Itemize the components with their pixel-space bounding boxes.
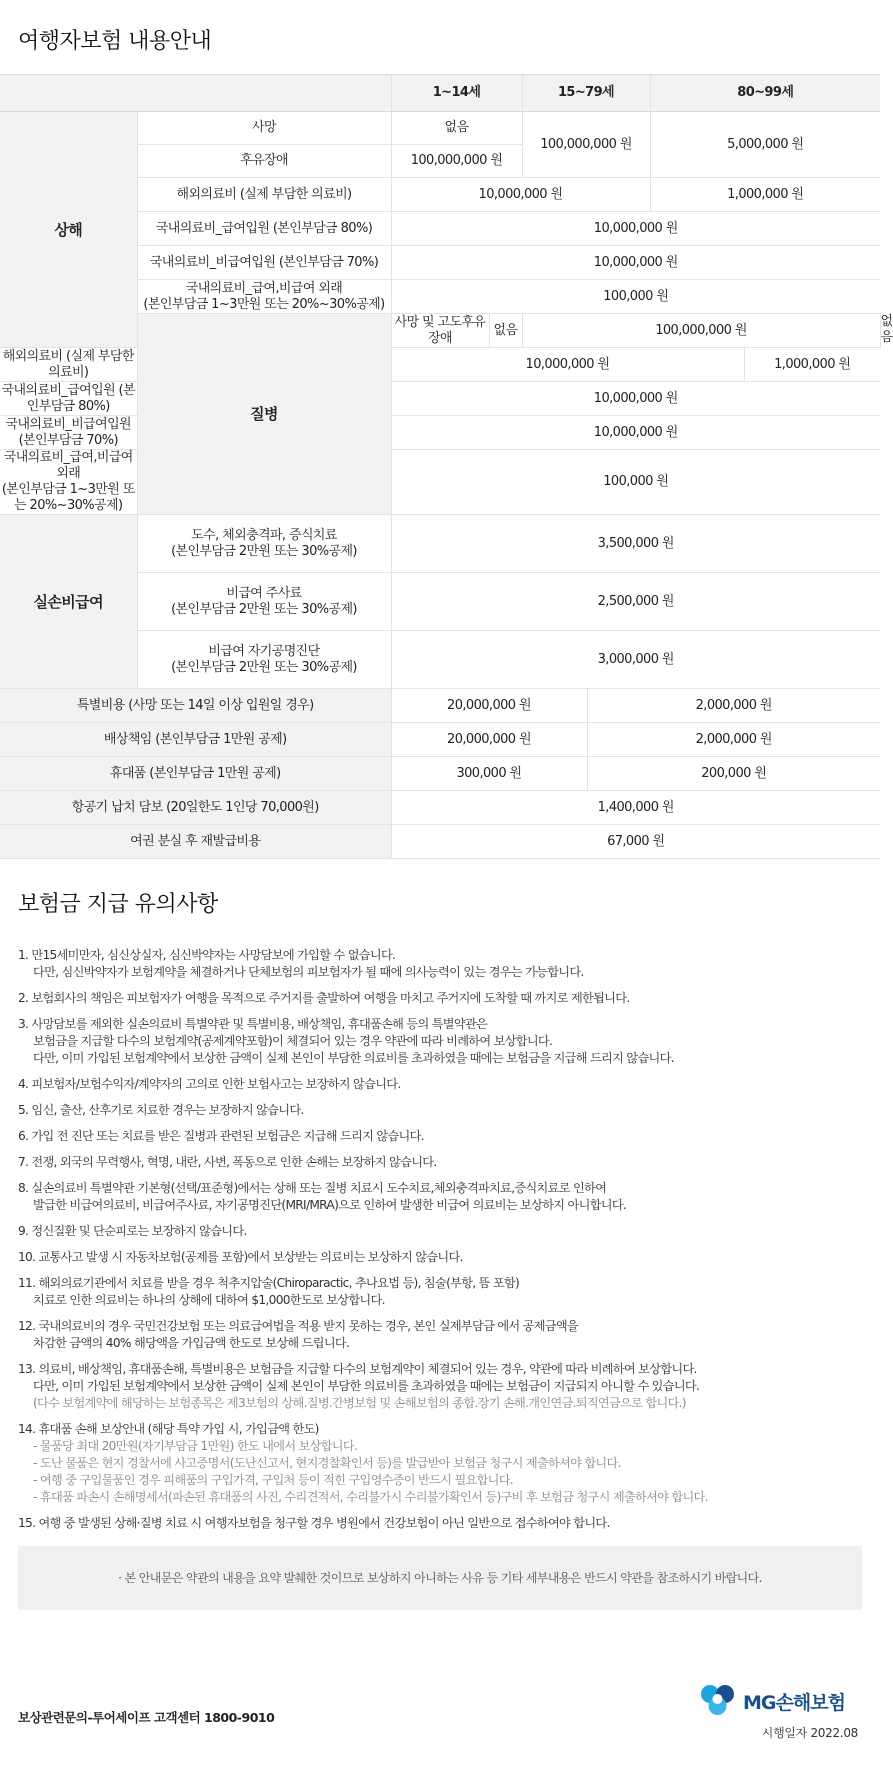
special-cost-80-99: 2,000,000 원 bbox=[587, 689, 880, 723]
note-gray-line: - 물품당 최대 20만원(자기부담금 1만원) 한도 내에서 보상합니다. bbox=[33, 1439, 358, 1453]
belongings-label: 휴대품 (본인부담금 1만원 공제) bbox=[0, 757, 391, 791]
injury-death-disability-15-79: 100,000,000 원 bbox=[522, 112, 650, 178]
noncovered-injection-label-1: 비급여 주사료 bbox=[226, 585, 302, 601]
injury-death-1-14: 없음 bbox=[391, 112, 522, 145]
notes-list bbox=[0, 947, 880, 1532]
note-item bbox=[18, 1154, 860, 1171]
injury-dom-inpatient-value: 10,000,000 원 bbox=[391, 212, 880, 246]
injury-disability-1-14: 100,000,000 원 bbox=[391, 145, 522, 178]
passport-value: 67,000 원 bbox=[391, 825, 880, 859]
injury-overseas-1-79: 10,000,000 원 bbox=[391, 178, 650, 212]
disease-dom-inpatient-label: 국내의료비_급여입원 (본인부담금 80%) bbox=[0, 382, 137, 416]
disease-dom-noncovered-value: 10,000,000 원 bbox=[391, 416, 880, 450]
note-line: 다만, 심신박약자가 보험계약을 체결하거나 단체보험의 피보험자가 될 때에 의사능력이 있는 경우는 가능합니다. bbox=[33, 965, 584, 979]
disease-death-15-79: 100,000,000 원 bbox=[522, 314, 880, 348]
disease-dom-noncovered-label: 국내의료비_비급여입원 (본인부담금 70%) bbox=[0, 416, 137, 450]
category-disease: 질병 bbox=[137, 314, 391, 515]
note-item bbox=[18, 1076, 860, 1093]
liability-1-79: 20,000,000 원 bbox=[391, 723, 587, 757]
injury-overseas-label: 해외의료비 (실제 부담한 의료비) bbox=[137, 178, 391, 212]
injury-dom-outpatient-label-2: (본인부담금 1~3만원 또는 20%~30%공제) bbox=[143, 296, 385, 312]
injury-dom-inpatient-label: 국내의료비_급여입원 (본인부담금 80%) bbox=[137, 212, 391, 246]
note-item bbox=[18, 1180, 860, 1214]
note-line: 1. 만15세미만자, 심신상실자, 심신박약자는 사망담보에 가입할 수 없습니다. bbox=[18, 948, 396, 962]
hijack-label: 항공기 납치 담보 (20일한도 1인당 70,000원) bbox=[0, 791, 391, 825]
note-line: 3. 사망담보를 제외한 실손의료비 특별약관 및 특별비용, 배상책임, 휴대품손해 등의 특별약관은 bbox=[18, 1017, 488, 1031]
disease-overseas-1-79: 10,000,000 원 bbox=[391, 348, 744, 382]
coverage-table: 1~14세 15~79세 80~99세 상해 사망 없음 100,000,000 원 5,000,000 원 후유장애 100,000,000 원 해외의료비 (실제 부담한 의료비) 10,000,000 원 1,000,000 원 국내의료비_급여입원 (본인부담금 80%) 10,000,000 원 국내의료비_비급여입원 (본인부담금 70%) 10,000,000 원 국내의료비_급여,비급여 외래 (본인부담금 1~3만원 또는 20%~30%공제) 100,000 원 질병 사망 및 고도후유장애 없음 100,000,000 원 없음 해외의료비 (실제 부담한 의료비) 10,000,000 원 1,000,000 원 국내의료비_급여입원 (본인부담금 80%) 10,000,000 원 국내의료비_비급여입원 (본인부담금 70%) 10,000,000 원 국내의료비_급여,비급여 외래 (본인부담금 1~3만원 또는 20%~30%공제) 100,000 원 실손비급여 도수, 체외충격파, 증식치료 (본인부담금 2만원 또는 30%공제) 3,500,000 원 비급여 주사료 (본인부담금 2만원 또는 30%공제) 2,500,000 원 비급여 자기공명진단 (본인부담금 2만원 또는 30%공제) 3,000,000 원 특별비용 (사망 또는 14일 이상 입원일 경우) 20,000,000 원 2,000,000 원 배상책임 (본인부담금 1만원 공제) 20,000,000 원 2,000,000 원 휴대품 (본인부담금 1만원 공제) 300,000 원 200,000 원 항공기 납치 담보 (20일한도 1인당 70,000원) 1,400,000 원 여권 분실 후 재발급비용 67,000 원 bbox=[0, 74, 880, 859]
note-line: 5. 임신, 출산, 산후기로 치료한 경우는 보장하지 않습니다. bbox=[18, 1103, 304, 1117]
note-line: 14. 휴대품 손해 보상안내 (해당 특약 가입 시, 가입금액 한도) bbox=[18, 1422, 319, 1436]
note-line: 다만, 이미 가입된 보험계약에서 보상한 금액이 실제 본인이 부담한 의료비를 초과하였을 때에는 보험금이 지급되지 아니할 수 있습니다. bbox=[33, 1379, 700, 1393]
note-item bbox=[18, 990, 860, 1007]
noncovered-manual-label-2: (본인부담금 2만원 또는 30%공제) bbox=[171, 543, 357, 559]
note-line: 11. 해외의료기관에서 치료를 받을 경우 척추지압술(Chiroparactic, 추나요법 등), 침술(부항, 뜸 포함) bbox=[18, 1276, 520, 1290]
age-header-1: 1~14세 bbox=[391, 75, 522, 112]
note-gray-line: - 도난 물품은 현지 경찰서에 사고증명서(도난신고서, 현지경찰확인서 등)를 발급받아 보험금 청구시 제출하셔야 합니다. bbox=[33, 1456, 621, 1470]
note-item bbox=[18, 1128, 860, 1145]
disease-overseas-label: 해외의료비 (실제 부담한 의료비) bbox=[0, 348, 137, 382]
disease-dom-outpatient-label-2: (본인부담금 1~3만원 또는 20%~30%공제) bbox=[1, 482, 135, 513]
note-line: 8. 실손의료비 특별약관 기본형(선택/표준형)에서는 상해 또는 질병 치료시 도수치료,체외충격파치료,증식치료로 인하여 bbox=[18, 1181, 607, 1195]
contact-text: 보상관련문의-투어세이프 고객센터 1800-9010 bbox=[18, 1710, 275, 1725]
noncovered-manual-value: 3,500,000 원 bbox=[391, 515, 880, 573]
mg-logo-icon bbox=[698, 1682, 738, 1718]
noncovered-injection-label-2: (본인부담금 2만원 또는 30%공제) bbox=[171, 601, 357, 617]
note-gray-line: - 휴대품 파손시 손해명세서(파손된 휴대품의 사진, 수리견적서, 수리불가시 수리불가확인서 등)구비 후 보험금 청구시 제출하셔야 합니다. bbox=[33, 1490, 708, 1504]
note-item bbox=[18, 1421, 860, 1506]
note-line: 7. 전쟁, 외국의 무력행사, 혁명, 내란, 사변, 폭동으로 인한 손해는 보장하지 않습니다. bbox=[18, 1155, 437, 1169]
note-line: 4. 피보험자/보험수익자/계약자의 고의로 인한 보험사고는 보장하지 않습니다. bbox=[18, 1077, 401, 1091]
injury-dom-noncovered-label: 국내의료비_비급여입원 (본인부담금 70%) bbox=[137, 246, 391, 280]
mg-logo-text: MG손해보험 bbox=[743, 1692, 845, 1714]
noncovered-manual-label-1: 도수, 체외충격파, 증식치료 bbox=[191, 527, 337, 543]
note-line: 6. 가입 전 진단 또는 치료를 받은 질병과 관련된 보험금은 지급해 드리지 않습니다. bbox=[18, 1129, 424, 1143]
category-injury: 상해 bbox=[0, 112, 137, 348]
note-line: 차감한 금액의 40% 해당액을 가입금액 한도로 보상해 드립니다. bbox=[33, 1336, 350, 1350]
disease-death-1-14: 없음 bbox=[489, 314, 522, 348]
note-item bbox=[18, 1361, 860, 1412]
note-line: 9. 정신질환 및 단순피로는 보장하지 않습니다. bbox=[18, 1224, 247, 1238]
injury-death-disability-80-99: 5,000,000 원 bbox=[650, 112, 880, 178]
note-item bbox=[18, 1016, 860, 1067]
note-item bbox=[18, 947, 860, 981]
injury-dom-outpatient-value: 100,000 원 bbox=[391, 280, 880, 314]
injury-disability-label: 후유장애 bbox=[137, 145, 391, 178]
liability-label: 배상책임 (본인부담금 1만원 공제) bbox=[0, 723, 391, 757]
special-cost-1-79: 20,000,000 원 bbox=[391, 689, 587, 723]
note-line: 발급한 비급여의료비, 비급여주사료, 자기공명진단(MRI/MRA)으로 인하여 발생한 비급여 의료비는 보상하지 아니합니다. bbox=[33, 1198, 627, 1212]
footer bbox=[0, 1680, 880, 1740]
note-gray-line: (다수 보험계약에 해당하는 보험종목은 제3보험의 상해.질병.간병보험 및 손해보험의 종합.장기 손해.개인연금.퇴직연금으로 합니다.) bbox=[33, 1396, 686, 1410]
note-line: 보험금을 지급할 다수의 보험계약(공제계약포함)이 체결되어 있는 경우 약관에 따라 비례하여 보상합니다. bbox=[33, 1034, 553, 1048]
noncovered-injection-label bbox=[137, 573, 391, 631]
note-line: 2. 보험회사의 책임은 피보험자가 여행을 목적으로 주거지를 출발하여 여행을 마치고 주거지에 도착할 때 까지로 제한됩니다. bbox=[18, 991, 630, 1005]
note-line: 치료로 인한 의료비는 하나의 상해에 대하여 $1,000한도로 보상합니다. bbox=[33, 1293, 385, 1307]
injury-dom-noncovered-value: 10,000,000 원 bbox=[391, 246, 880, 280]
hijack-value: 1,400,000 원 bbox=[391, 791, 880, 825]
note-line: 다만, 이미 가입된 보험계약에서 보상한 금액이 실제 본인이 부담한 의료비를 초과하였을 때에는 보험금을 지급해 드리지 않습니다. bbox=[33, 1051, 674, 1065]
disease-overseas-80-99: 1,000,000 원 bbox=[744, 348, 880, 382]
injury-dom-outpatient-label-1: 국내의료비_급여,비급여 외래 bbox=[185, 280, 343, 296]
disease-dom-outpatient-label-1: 국내의료비_급여,비급여 외래 bbox=[3, 450, 133, 481]
noncovered-injection-value: 2,500,000 원 bbox=[391, 573, 880, 631]
disease-dom-inpatient-value: 10,000,000 원 bbox=[391, 382, 880, 416]
effective-date: 시행일자 2022.08 bbox=[761, 1726, 858, 1740]
belongings-80-99: 200,000 원 bbox=[587, 757, 880, 791]
noncovered-mri-label-2: (본인부담금 2만원 또는 30%공제) bbox=[171, 659, 357, 675]
header-blank bbox=[0, 75, 391, 112]
age-header-2: 15~79세 bbox=[522, 75, 650, 112]
age-header-3: 80~99세 bbox=[650, 75, 880, 112]
disease-death-label: 사망 및 고도후유장애 bbox=[391, 314, 489, 348]
noncovered-mri-label-1: 비급여 자기공명진단 bbox=[208, 643, 320, 659]
notes-title: 보험금 지급 유의사항 bbox=[18, 892, 218, 917]
mg-logo bbox=[698, 1682, 858, 1722]
injury-dom-outpatient-label bbox=[137, 280, 391, 314]
noncovered-mri-label bbox=[137, 631, 391, 689]
disclaimer: · 본 안내문은 약관의 내용을 요약 발췌한 것이므로 보상하지 아니하는 사유 등 기타 세부내용은 반드시 약관을 참조하시기 바랍니다. bbox=[18, 1546, 862, 1610]
note-line: 10. 교통사고 발생 시 자동차보험(공제를 포함)에서 보상받는 의료비는 보상하지 않습니다. bbox=[18, 1250, 463, 1264]
note-item bbox=[18, 1249, 860, 1266]
special-cost-label: 특별비용 (사망 또는 14일 이상 입원일 경우) bbox=[0, 689, 391, 723]
passport-label: 여권 분실 후 재발급비용 bbox=[0, 825, 391, 859]
category-noncovered: 실손비급여 bbox=[0, 515, 137, 689]
noncovered-manual-label bbox=[137, 515, 391, 573]
belongings-1-79: 300,000 원 bbox=[391, 757, 587, 791]
note-item bbox=[18, 1102, 860, 1119]
injury-death-label: 사망 bbox=[137, 112, 391, 145]
note-item bbox=[18, 1318, 860, 1352]
note-line: 12. 국내의료비의 경우 국민건강보험 또는 의료급여법을 적용 받지 못하는 경우, 본인 실제부담금 에서 공제금액을 bbox=[18, 1319, 579, 1333]
note-line: 13. 의료비, 배상책임, 휴대품손해, 특별비용은 보험금을 지급할 다수의 보험계약이 체결되어 있는 경우, 약관에 따라 비례하여 보상합니다. bbox=[18, 1362, 697, 1376]
injury-overseas-80-99: 1,000,000 원 bbox=[650, 178, 880, 212]
note-gray-line: - 여행 중 구입물품인 경우 피해품의 구입가격, 구입처 등이 적힌 구입영수증이 반드시 필요합니다. bbox=[33, 1473, 513, 1487]
note-item bbox=[18, 1275, 860, 1309]
note-item bbox=[18, 1515, 860, 1532]
note-line: 15. 여행 중 발생된 상해·질병 치료 시 여행자보험을 청구할 경우 병원에서 건강보험이 아닌 일반으로 접수하여야 합니다. bbox=[18, 1516, 610, 1530]
liability-80-99: 2,000,000 원 bbox=[587, 723, 880, 757]
disease-dom-outpatient-value: 100,000 원 bbox=[391, 450, 880, 515]
disease-dom-outpatient-label bbox=[0, 450, 137, 515]
coverage-title: 여행자보험 내용안내 bbox=[18, 29, 212, 54]
noncovered-mri-value: 3,000,000 원 bbox=[391, 631, 880, 689]
note-item bbox=[18, 1223, 860, 1240]
